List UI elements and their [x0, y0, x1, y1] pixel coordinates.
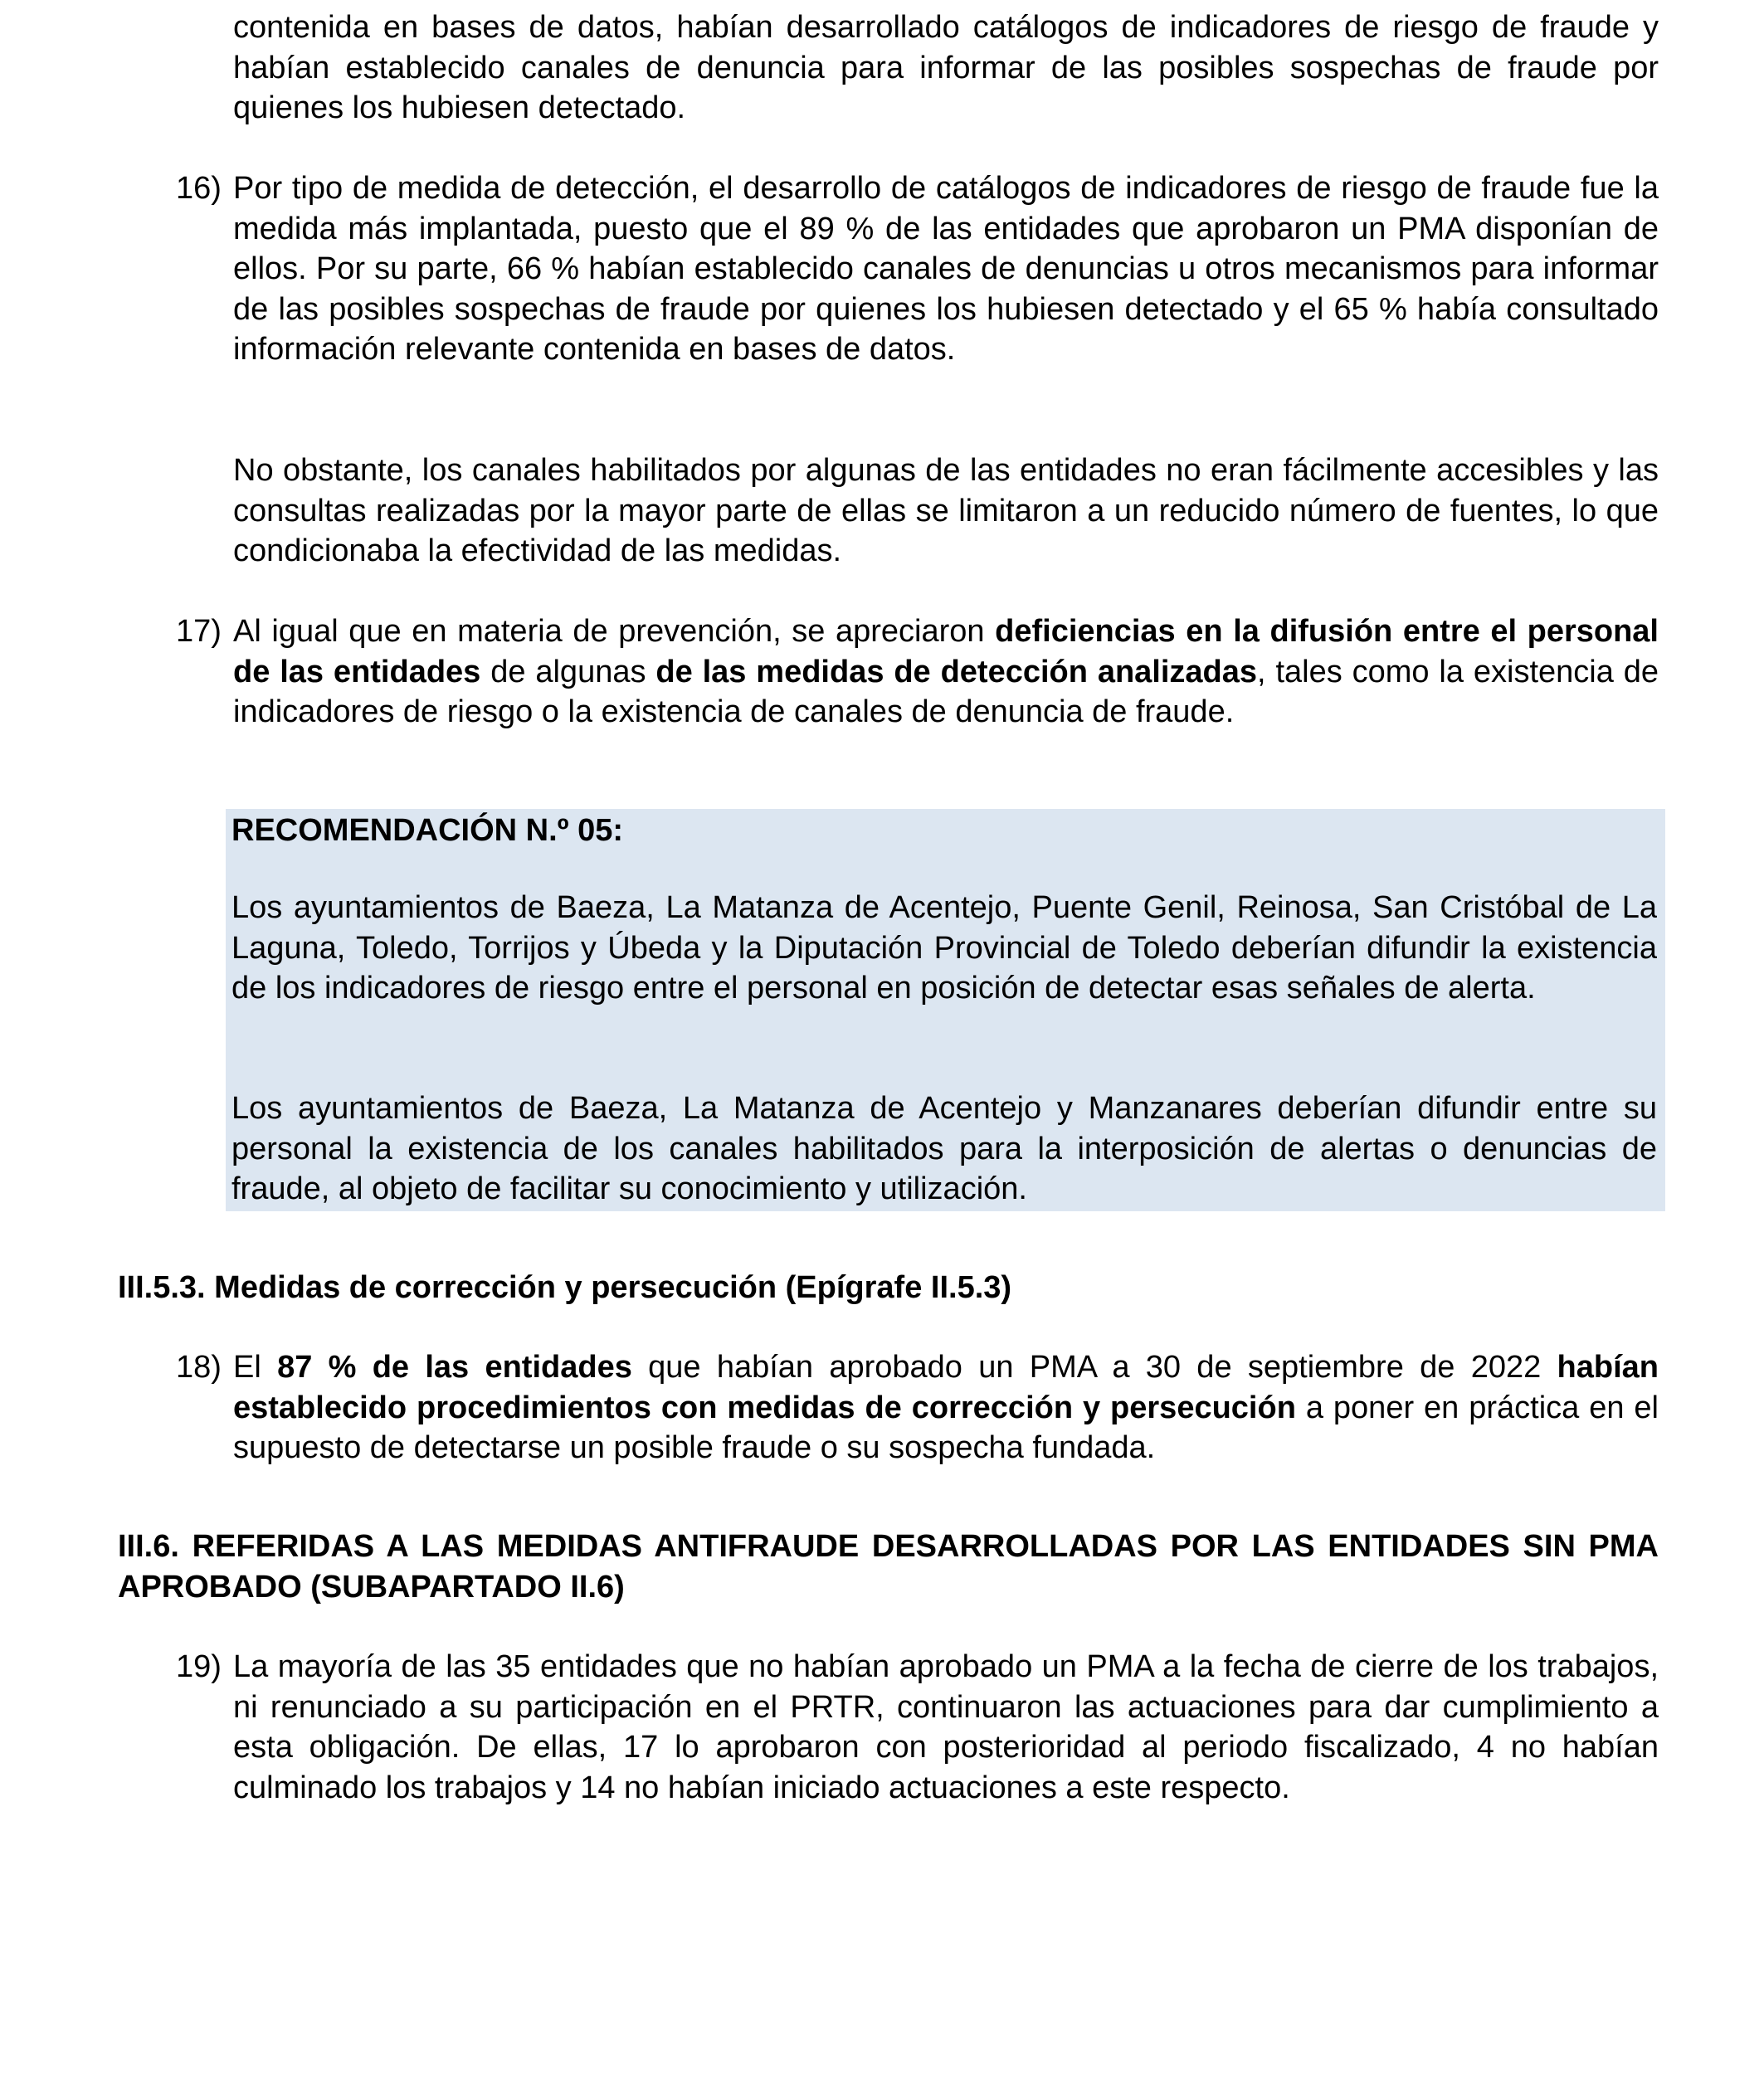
- item-number: 19): [176, 1649, 222, 1684]
- item-number: 16): [176, 171, 222, 206]
- item-16-continuation: No obstante, los canales habilitados por algunas de las entidades no eran fácilmente accesibles y las consultas realizadas por la mayor parte de ellas se limitaron a un reducido número de fuentes, lo que condicionaba la efectividad de las medidas.: [233, 453, 1659, 568]
- bold-run: 87 % de las entidades: [277, 1350, 632, 1385]
- list-item-17: [176, 611, 1659, 733]
- recommendation-box: [226, 809, 1665, 1211]
- recommendation-title: RECOMENDACIÓN N.º 05:: [231, 813, 624, 848]
- text-run: a poner en práctica en el supuesto de detectarse un posible fraude o su sospecha fundada.: [233, 1390, 1659, 1465]
- item-number: 17): [176, 614, 222, 649]
- bold-run: habían establecido procedimientos con medidas de corrección y persecución: [233, 1350, 1659, 1425]
- text-run: Al igual que en materia de prevención, se apreciaron: [233, 614, 996, 649]
- text-run: El: [233, 1350, 278, 1385]
- item-17-text: [233, 611, 1659, 733]
- text-run: que habían aprobado un PMA a 30 de septiembre de 2022: [631, 1350, 1557, 1385]
- item-19-text: La mayoría de las 35 entidades que no habían aprobado un PMA a la fecha de cierre de los trabajos, ni renunciado a su participación en el PRTR, continuaron las actuaciones para dar cumplimiento a esta obligación. De ellas, 17 lo aprobaron con posterioridad al periodo fiscalizado, 4 no habían culminado los trabajos y 14 no habían iniciado actuaciones a este respecto.: [233, 1649, 1659, 1805]
- list-item-18: [176, 1347, 1659, 1468]
- recommendation-paragraph-2: Los ayuntamientos de Baeza, La Matanza de Acentejo y Manzanares deberían difundir entre su personal la existencia de los canales habilitados para la interposición de alertas o denuncias de fraude, al objeto de facilitar su conocimiento y utilización.: [231, 1091, 1657, 1206]
- bold-run: de las medidas de detección analizadas: [655, 654, 1258, 689]
- text-run: de algunas: [480, 654, 656, 689]
- item-18-text: [233, 1347, 1659, 1468]
- section-heading-iii-5-3: III.5.3. Medidas de corrección y persecución (Epígrafe II.5.3): [118, 1270, 1012, 1305]
- section-heading-iii-6: III.6. REFERIDAS A LAS MEDIDAS ANTIFRAUDE DESARROLLADAS POR LAS ENTIDADES SIN PMA APROBADO (SUBAPARTADO II.6): [118, 1529, 1659, 1605]
- list-item-19: [176, 1647, 1659, 1808]
- item-number: 18): [176, 1350, 222, 1385]
- recommendation-paragraph-1: Los ayuntamientos de Baeza, La Matanza de Acentejo, Puente Genil, Reinosa, San Cristóbal de La Laguna, Toledo, Torrijos y Úbeda y la Diputación Provincial de Toledo deberían difundir la existencia de los indicadores de riesgo entre el personal en posición de detectar esas señales de alerta.: [231, 890, 1657, 1006]
- item-16-text: Por tipo de medida de detección, el desarrollo de catálogos de indicadores de riesgo de fraude fue la medida más implantada, puesto que el 89 % de las entidades que aprobaron un PMA disponían de ellos. Por su parte, 66 % habían establecido canales de denuncias u otros mecanismos para informar de las posibles sospechas de fraude por quienes los hubiesen detectado y el 65 % había consultado información relevante contenida en bases de datos.: [233, 171, 1659, 367]
- text-run: , tales como la existencia de indicadores de riesgo o la existencia de canales de denuncia de fraude.: [233, 654, 1659, 729]
- intro-paragraph: contenida en bases de datos, habían desarrollado catálogos de indicadores de riesgo de fraude y habían establecido canales de denuncia para informar de las posibles sospechas de fraude por quienes los hubiesen detectado.: [233, 10, 1659, 125]
- list-item-16: [176, 168, 1659, 370]
- bold-run: deficiencias en la difusión entre el personal de las entidades: [233, 614, 1659, 689]
